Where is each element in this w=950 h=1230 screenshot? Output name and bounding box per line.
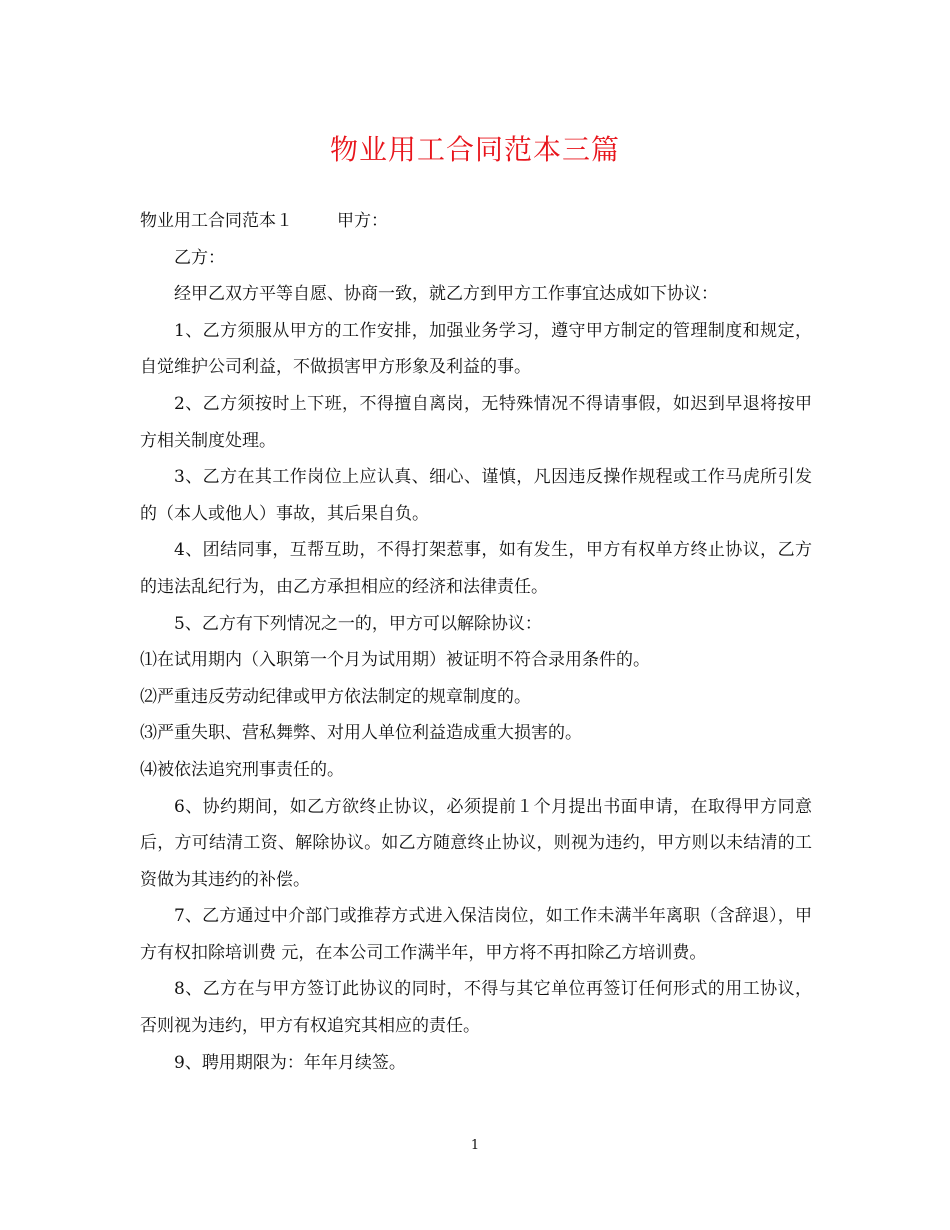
sub-item: ⑷被依法追究刑事责任的。 — [140, 759, 344, 780]
heading-line — [140, 203, 812, 240]
clause-paragraph: 4、团结同事，互帮互助，不得打架惹事，如有发生，甲方有权单方终止协议，乙方的违法乱纪行为，由乙方承担相应的经济和法律责任。 — [140, 540, 812, 597]
sub-item: ⑵严重违反劳动纪律或甲方依法制定的规章制度的。 — [140, 686, 531, 707]
document-body — [140, 203, 812, 1081]
clause-paragraph: 9、聘用期限为：年年月续签。 — [174, 1052, 406, 1073]
sub-item: ⑴在试用期内（入职第一个月为试用期）被证明不符合录用条件的。 — [140, 650, 650, 671]
clause-paragraph: 1、乙方须服从甲方的工作安排，加强业务学习，遵守甲方制定的管理制度和规定，自觉维护公司利益，不做损害甲方形象及利益的事。 — [140, 320, 812, 378]
document-title: 物业用工合同范本三篇 — [329, 133, 620, 166]
party-b-label: 乙方： — [174, 247, 225, 268]
clause-paragraph: 8、乙方在与甲方签订此协议的同时，不得与其它单位再签订任何形式的用工协议，否则视为违约，甲方有权追究其相应的责任。 — [140, 979, 812, 1037]
party-a-label: 甲方： — [337, 211, 388, 231]
sub-item: ⑶严重失职、营私舞弊、对用人单位利益造成重大损害的。 — [140, 723, 582, 744]
clause-paragraph: 5、乙方有下列情况之一的，甲方可以解除协议： — [174, 613, 542, 634]
contract-heading-label: 物业用工合同范本１ — [140, 211, 293, 231]
clause-paragraph: 6、协约期间，如乙方欲终止协议，必须提前１个月提出书面申请，在取得甲方同意后，方可结清工资、解除协议。如乙方随意终止协议，则视为违约，甲方则以未结清的工资做为其违约的补偿。 — [140, 796, 812, 890]
clause-paragraph: 3、乙方在其工作岗位上应认真、细心、谨慎，凡因违反操作规程或工作马虎所引发的（本人或他人）事故，其后果自负。 — [140, 467, 812, 524]
page-number: 1 — [470, 1138, 480, 1153]
clause-paragraph: 2、乙方须按时上下班，不得擅自离岗，无特殊情况不得请事假，如迟到早退将按甲方相关制度处理。 — [140, 393, 812, 451]
clause-paragraph: 7、乙方通过中介部门或推荐方式进入保洁岗位，如工作未满半年离职（含辞退），甲方有权扣除培训费 元，在本公司工作满半年，甲方将不再扣除乙方培训费。 — [140, 906, 812, 963]
intro-paragraph: 经甲乙双方平等自愿、协商一致，就乙方到甲方工作事宜达成如下协议： — [174, 284, 718, 305]
